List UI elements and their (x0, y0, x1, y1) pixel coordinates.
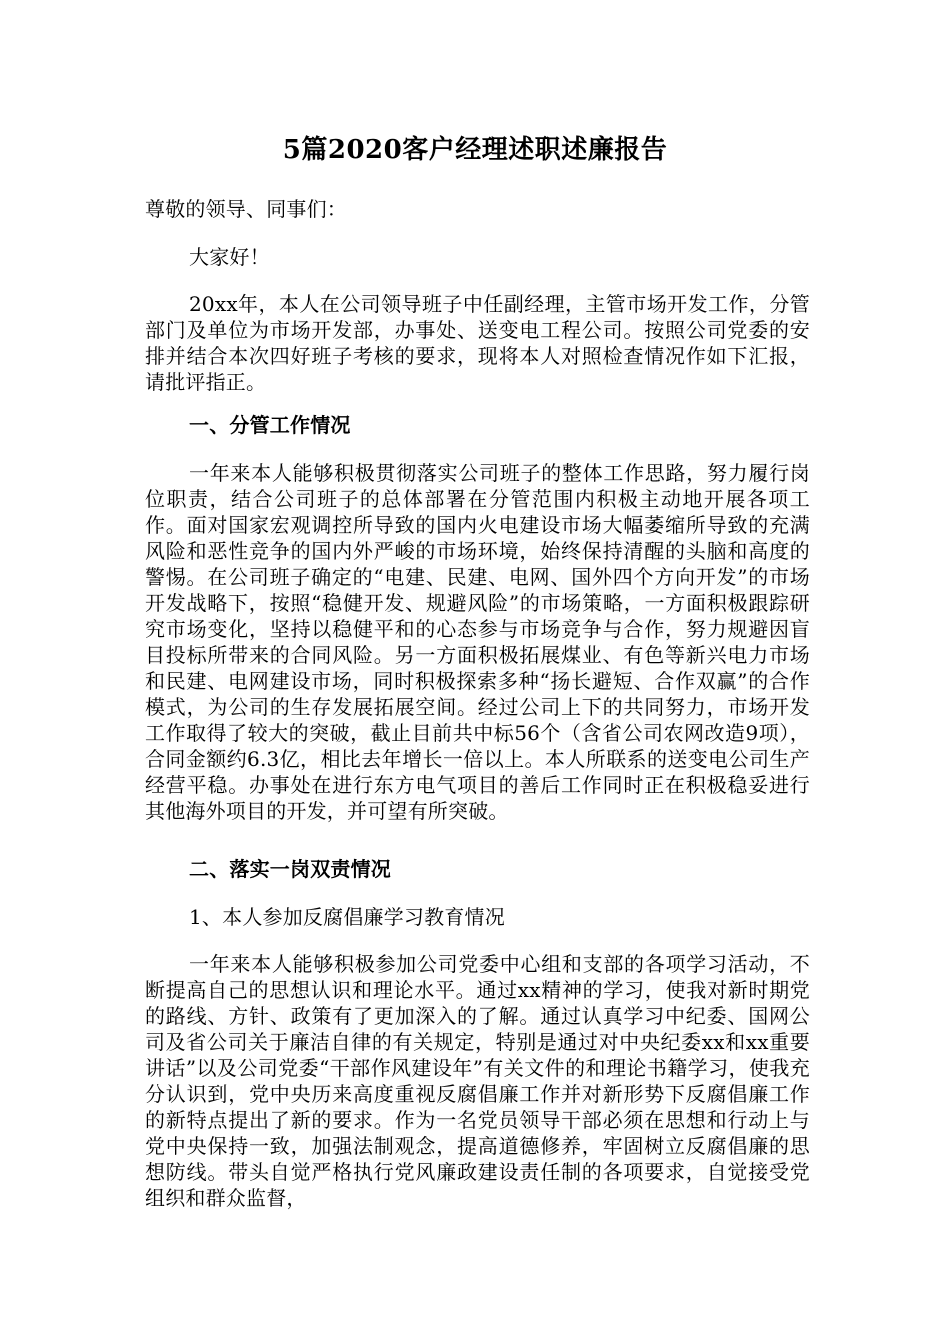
section-heading-2-text: 二、落实一岗双责情况 (189, 857, 391, 881)
subheading-1-text: 1、本人参加反腐倡廉学习教育情况 (189, 905, 505, 929)
document-title: 5篇2020客户经理述职述廉报告 (282, 135, 668, 165)
paragraph-2-text: 一年来本人能够积极贯彻落实公司班子的整体工作思路，努力履行岗位职责，结合公司班子的总体部署在分管范围内积极主动地开展各项工作。面对国家宏观调控所导致的国内火电建设市场大幅萎缩所导致的充满风险和恶性竞争的国内外严峻的市场环境，始终保持清醒的头脑和高度的警惕。在公司班子确定的“电建、民建、电网、国外四个方向开发”的市场开发战略下，按照“稳健开发、规避风险”的市场策略，一方面积极跟踪研究市场变化，坚持以稳健平和的心态参与市场竞争与合作，努力规避因盲目投标所带来的合同风险。另一方面积极拓展煤业、有色等新兴电力市场和民建、电网建设市场，同时积极探索多种“扬长避短、合作双赢”的合作模式，为公司的生存发展拓展空间。经过公司上下的共同努力，市场开发工作取得了较大的突破，截止目前共中标56个（含省公司农网改造9项），合同金额约6.3亿，相比去年增长一倍以上。本人所联系的送变电公司生产经营平稳。办事处在进行东方电气项目的善后工作同时正在积极稳妥进行其他海外项目的开发，并可望有所突破。 (145, 461, 810, 823)
paragraph-1 (145, 291, 810, 395)
section-heading-2 (145, 856, 810, 882)
section-heading-1-text: 一、分管工作情况 (189, 413, 351, 437)
subheading-1 (145, 904, 810, 930)
paragraph-2 (145, 460, 810, 824)
salutation-text: 尊敬的领导、同事们： (145, 197, 347, 221)
paragraph-3 (145, 951, 810, 1211)
section-heading-1 (145, 412, 810, 438)
greeting (145, 244, 810, 270)
greeting-text: 大家好！ (189, 245, 270, 269)
paragraph-1-text: 20xx年，本人在公司领导班子中任副经理，主管市场开发工作，分管部门及单位为市场开发部，办事处、送变电工程公司。按照公司党委的安排并结合本次四好班子考核的要求，现将本人对照检查情况作如下汇报，请批评指正。 (145, 292, 810, 394)
salutation (145, 196, 810, 222)
paragraph-3-text: 一年来本人能够积极参加公司党委中心组和支部的各项学习活动，不断提高自己的思想认识和理论水平。通过xx精神的学习，使我对新时期党的路线、方针、政策有了更加深入的了解。通过认真学习中纪委、国网公司及省公司关于廉洁自律的有关规定，特别是通过对中央纪委xx和xx重要讲话”以及公司党委“干部作风建设年”有关文件的和理论书籍学习，使我充分认识到，党中央历来高度重视反腐倡廉工作并对新形势下反腐倡廉工作的新特点提出了新的要求。作为一名党员领导干部必须在思想和行动上与党中央保持一致，加强法制观念，提高道德修养，牢固树立反腐倡廉的思想防线。带头自觉严格执行党风廉政建设责任制的各项要求，自觉接受党组织和群众监督， (145, 952, 810, 1210)
